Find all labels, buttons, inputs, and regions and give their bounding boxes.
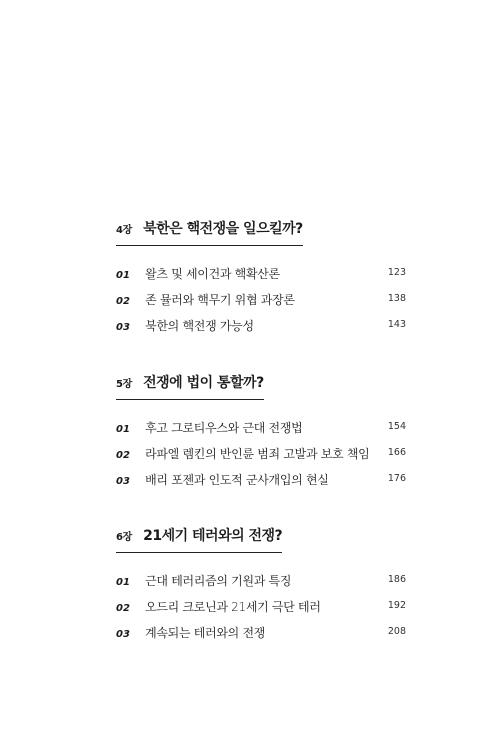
section-number: 01 <box>116 577 130 588</box>
section-title: 배리 포젠과 인도적 군사개입의 현실 <box>145 473 329 487</box>
toc-entry[interactable] <box>116 624 406 650</box>
toc-entry[interactable] <box>116 445 406 471</box>
chapter-title: 21세기 테러와의 전쟁? <box>143 528 283 544</box>
chapter-number: 6장 <box>116 532 133 543</box>
section-number: 01 <box>116 424 130 435</box>
section-title: 근대 테러리즘의 기원과 특징 <box>145 574 292 588</box>
chapter-number: 5장 <box>116 379 133 390</box>
toc-entry[interactable] <box>116 419 406 445</box>
section-title: 후고 그로티우스와 근대 전쟁법 <box>145 421 303 435</box>
chapter-heading <box>116 372 264 400</box>
section-number: 02 <box>116 450 130 461</box>
toc-entry[interactable] <box>116 598 406 624</box>
chapter-number: 4장 <box>116 225 133 236</box>
section-number: 01 <box>116 270 130 281</box>
page-number: 186 <box>387 574 406 585</box>
chapter-title: 북한은 핵전쟁을 일으킬까? <box>143 221 303 237</box>
page-number: 138 <box>387 293 406 304</box>
chapter-section <box>116 372 406 497</box>
page-number: 176 <box>387 473 406 484</box>
section-title: 왈츠 및 세이건과 핵확산론 <box>145 267 280 281</box>
chapter-heading <box>116 525 282 553</box>
page-number: 208 <box>387 626 406 637</box>
chapter-section <box>116 218 406 343</box>
page-number: 154 <box>387 421 406 432</box>
toc-entry[interactable] <box>116 265 406 291</box>
chapter-section <box>116 525 406 650</box>
section-list <box>116 265 406 343</box>
toc-entry[interactable] <box>116 291 406 317</box>
section-number: 03 <box>116 322 130 333</box>
section-number: 03 <box>116 629 130 640</box>
section-title: 북한의 핵전쟁 가능성 <box>145 319 254 333</box>
page-number: 123 <box>387 267 406 278</box>
chapter-title: 전쟁에 법이 통할까? <box>143 375 264 391</box>
chapter-heading <box>116 218 303 246</box>
page-number: 166 <box>387 447 406 458</box>
section-title: 오드리 크로닌과 21세기 극단 테러 <box>145 600 321 614</box>
section-number: 02 <box>116 603 130 614</box>
section-title: 존 뮬러와 핵무기 위협 과장론 <box>145 293 295 307</box>
toc-entry[interactable] <box>116 471 406 497</box>
section-number: 02 <box>116 296 130 307</box>
section-title: 라파엘 렘킨의 반인륜 범죄 고발과 보호 책임 <box>145 447 370 461</box>
page-number: 143 <box>387 319 406 330</box>
toc-entry[interactable] <box>116 317 406 343</box>
toc-entry[interactable] <box>116 572 406 598</box>
section-title: 계속되는 테러와의 전쟁 <box>145 626 266 640</box>
page-number: 192 <box>387 600 406 611</box>
section-number: 03 <box>116 476 130 487</box>
section-list <box>116 572 406 650</box>
section-list <box>116 419 406 497</box>
